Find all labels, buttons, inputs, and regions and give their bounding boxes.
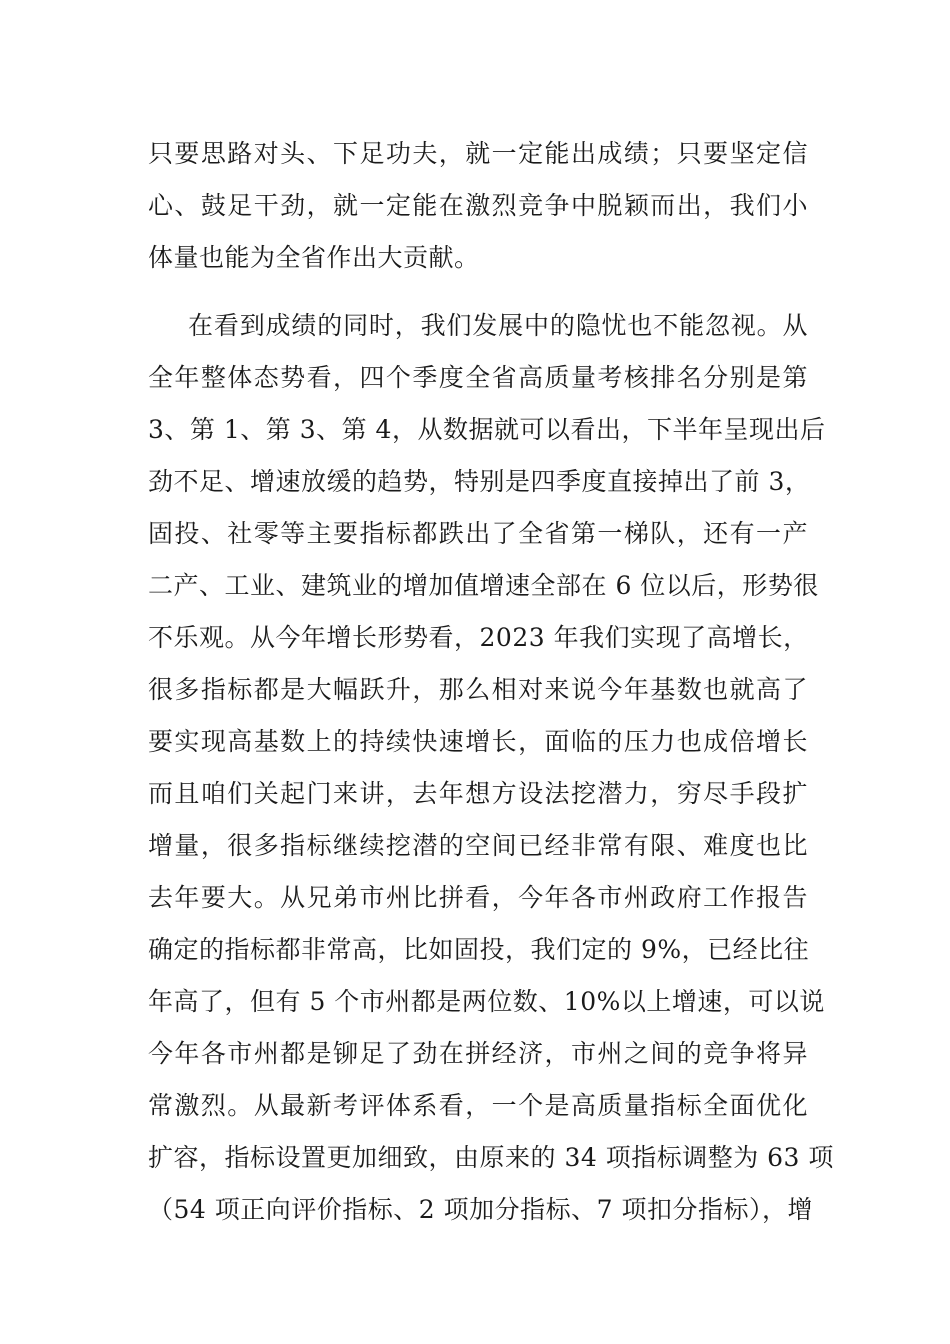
text-line: 体量也能为全省作出大贡献。 xyxy=(148,243,480,272)
text-line: 3、第 1、第 3、第 4，从数据就可以看出，下半年呈现出后 xyxy=(148,415,826,444)
text-line: 全年整体态势看，四个季度全省高质量考核排名分别是第 xyxy=(148,363,808,392)
text-line: 常激烈。从最新考评体系看，一个是高质量指标全面优化 xyxy=(148,1091,808,1120)
paragraph-2 xyxy=(148,300,834,1340)
text-line xyxy=(148,1288,808,1340)
text-line: 心、鼓足干劲，就一定能在激烈竞争中脱颖而出，我们小 xyxy=(148,191,808,220)
paragraph-1 xyxy=(148,128,808,284)
text-line: 很多指标都是大幅跃升，那么相对来说今年基数也就高了 xyxy=(148,675,808,704)
text-line: 今年各市州都是铆足了劲在拼经济，市州之间的竞争将异 xyxy=(148,1039,808,1068)
text-line: （54 项正向评价指标、2 项加分指标、7 项扣分指标），增 xyxy=(148,1195,813,1224)
text-line: 确定的指标都非常高，比如固投，我们定的 9%，已经比往 xyxy=(148,935,810,964)
text-line: 劲不足、增速放缓的趋势，特别是四季度直接掉出了前 3， xyxy=(148,467,811,496)
text-line: 扩容，指标设置更加细致，由原来的 34 项指标调整为 63 项 xyxy=(148,1143,834,1172)
text-line xyxy=(148,1236,808,1288)
text-line: 在看到成绩的同时，我们发展中的隐忧也不能忽视。从 xyxy=(188,311,808,340)
text-line: 去年要大。从兄弟市州比拼看，今年各市州政府工作报告 xyxy=(148,883,808,912)
text-line: 不乐观。从今年增长形势看，2023 年我们实现了高增长， xyxy=(148,623,809,652)
text-line: 增量，很多指标继续挖潜的空间已经非常有限、难度也比 xyxy=(148,831,808,860)
text-line: 要实现高基数上的持续快速增长，面临的压力也成倍增长 xyxy=(148,727,808,756)
text-line: 而且咱们关起门来讲，去年想方设法挖潜力，穷尽手段扩 xyxy=(148,779,808,808)
text-line: 年高了，但有 5 个市州都是两位数、10%以上增速，可以说 xyxy=(148,987,825,1016)
text-line: 只要思路对头、下足功夫，就一定能出成绩；只要坚定信 xyxy=(148,139,808,168)
text-line: 固投、社零等主要指标都跌出了全省第一梯队，还有一产 xyxy=(148,519,808,548)
document-page xyxy=(148,128,834,1340)
text-line: 二产、工业、建筑业的增加值增速全部在 6 位以后，形势很 xyxy=(148,571,819,600)
